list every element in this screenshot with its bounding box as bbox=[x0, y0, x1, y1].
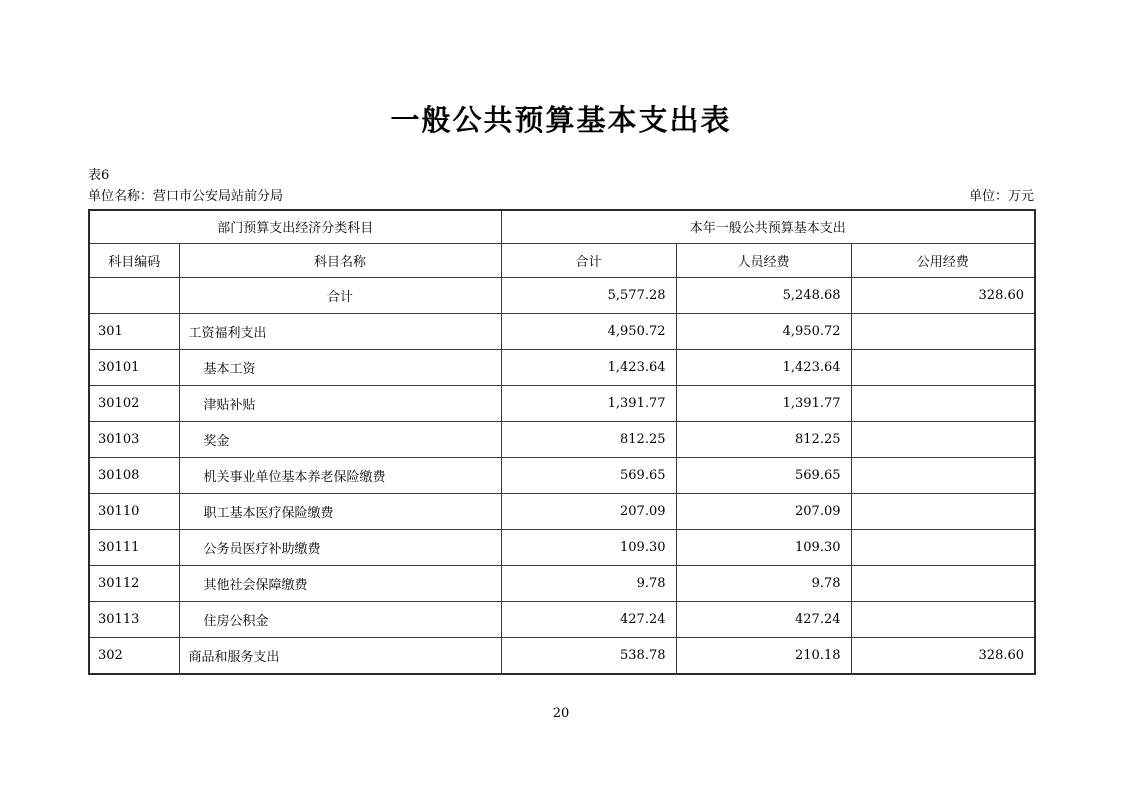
cell-personnel: 812.25 bbox=[676, 422, 851, 458]
cell-total: 9.78 bbox=[501, 566, 676, 602]
cell-personnel: 9.78 bbox=[676, 566, 851, 602]
cell-total: 569.65 bbox=[501, 458, 676, 494]
cell-code: 30103 bbox=[89, 422, 179, 458]
cell-total: 1,423.64 bbox=[501, 350, 676, 386]
cell-public bbox=[851, 422, 1035, 458]
cell-name: 津贴补贴 bbox=[179, 386, 501, 422]
cell-name: 基本工资 bbox=[179, 350, 501, 386]
page-title: 一般公共预算基本支出表 bbox=[390, 103, 732, 137]
group-header-subject: 部门预算支出经济分类科目 bbox=[89, 210, 501, 244]
cell-total: 1,391.77 bbox=[501, 386, 676, 422]
cell-name: 机关事业单位基本养老保险缴费 bbox=[179, 458, 501, 494]
cell-name: 商品和服务支出 bbox=[179, 638, 501, 674]
cell-public bbox=[851, 314, 1035, 350]
table-row bbox=[89, 566, 1035, 602]
cell-total: 4,950.72 bbox=[501, 314, 676, 350]
table-row bbox=[89, 602, 1035, 638]
cell-total: 812.25 bbox=[501, 422, 676, 458]
cell-code bbox=[89, 278, 179, 314]
column-header-row bbox=[89, 244, 1035, 278]
group-header-expenditure: 本年一般公共预算基本支出 bbox=[501, 210, 1035, 244]
table-row bbox=[89, 386, 1035, 422]
cell-name: 职工基本医疗保险缴费 bbox=[179, 494, 501, 530]
cell-name: 奖金 bbox=[179, 422, 501, 458]
table-number: 表6 bbox=[88, 167, 110, 183]
cell-total: 5,577.28 bbox=[501, 278, 676, 314]
cell-code: 30113 bbox=[89, 602, 179, 638]
cell-public bbox=[851, 458, 1035, 494]
cell-code: 30108 bbox=[89, 458, 179, 494]
cell-code: 30111 bbox=[89, 530, 179, 566]
table-meta bbox=[88, 165, 1034, 207]
cell-public bbox=[851, 494, 1035, 530]
cell-public: 328.60 bbox=[851, 278, 1035, 314]
unit-name: 单位名称：营口市公安局站前分局 bbox=[88, 188, 284, 204]
col-header-personnel: 人员经费 bbox=[676, 244, 851, 278]
cell-name: 合计 bbox=[179, 278, 501, 314]
cell-personnel: 5,248.68 bbox=[676, 278, 851, 314]
cell-public bbox=[851, 530, 1035, 566]
page-number: 20 bbox=[552, 706, 570, 721]
cell-public bbox=[851, 566, 1035, 602]
cell-public: 328.60 bbox=[851, 638, 1035, 674]
cell-public bbox=[851, 602, 1035, 638]
table-row bbox=[89, 458, 1035, 494]
col-header-name: 科目名称 bbox=[179, 244, 501, 278]
cell-name: 公务员医疗补助缴费 bbox=[179, 530, 501, 566]
cell-personnel: 1,423.64 bbox=[676, 350, 851, 386]
col-header-public: 公用经费 bbox=[851, 244, 1035, 278]
cell-name: 工资福利支出 bbox=[179, 314, 501, 350]
table-row bbox=[89, 350, 1035, 386]
cell-personnel: 1,391.77 bbox=[676, 386, 851, 422]
table-row bbox=[89, 314, 1035, 350]
col-header-total: 合计 bbox=[501, 244, 676, 278]
cell-public bbox=[851, 350, 1035, 386]
cell-name: 其他社会保障缴费 bbox=[179, 566, 501, 602]
cell-code: 30101 bbox=[89, 350, 179, 386]
cell-personnel: 109.30 bbox=[676, 530, 851, 566]
table-row bbox=[89, 278, 1035, 314]
table-row bbox=[89, 494, 1035, 530]
cell-code: 302 bbox=[89, 638, 179, 674]
cell-total: 538.78 bbox=[501, 638, 676, 674]
table-row bbox=[89, 530, 1035, 566]
col-header-code: 科目编码 bbox=[89, 244, 179, 278]
unit-of-measure: 单位：万元 bbox=[968, 188, 1034, 204]
cell-code: 301 bbox=[89, 314, 179, 350]
table-row bbox=[89, 422, 1035, 458]
cell-personnel: 4,950.72 bbox=[676, 314, 851, 350]
cell-total: 427.24 bbox=[501, 602, 676, 638]
cell-total: 207.09 bbox=[501, 494, 676, 530]
cell-personnel: 569.65 bbox=[676, 458, 851, 494]
cell-personnel: 210.18 bbox=[676, 638, 851, 674]
cell-public bbox=[851, 386, 1035, 422]
cell-total: 109.30 bbox=[501, 530, 676, 566]
table-row bbox=[89, 638, 1035, 674]
budget-table bbox=[88, 209, 1036, 675]
cell-code: 30102 bbox=[89, 386, 179, 422]
cell-name: 住房公积金 bbox=[179, 602, 501, 638]
cell-code: 30112 bbox=[89, 566, 179, 602]
group-header-row bbox=[89, 210, 1035, 244]
cell-personnel: 427.24 bbox=[676, 602, 851, 638]
cell-code: 30110 bbox=[89, 494, 179, 530]
cell-personnel: 207.09 bbox=[676, 494, 851, 530]
